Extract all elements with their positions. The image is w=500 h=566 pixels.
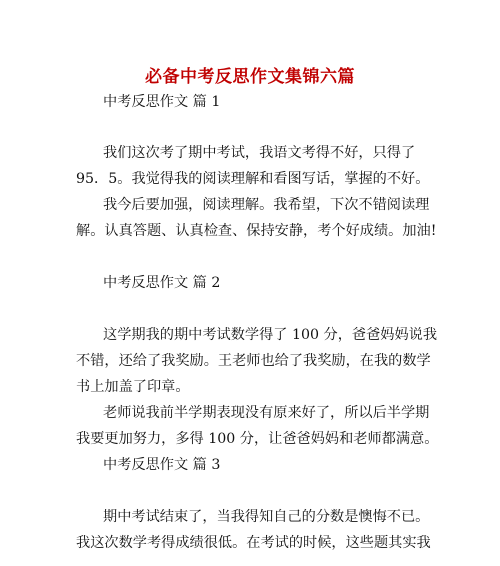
paragraph-line: 解。认真答题、认真检查、保持安静，考个好成绩。加油! xyxy=(76,223,437,239)
section-heading: 中考反思作文 篇 3 xyxy=(103,457,221,473)
document-title: 必备中考反思作文集锦六篇 xyxy=(145,67,355,87)
paragraph-line: 书上加盖了印章。 xyxy=(76,379,190,395)
section-heading: 中考反思作文 篇 1 xyxy=(103,94,221,110)
paragraph-line: 我这次数学考得成绩很低。在考试的时候，这些题其实我 xyxy=(76,535,431,551)
paragraph-line: 老师说我前半学期表现没有原来好了，所以后半学期 xyxy=(103,405,430,421)
paragraph-line: 我要更加努力，多得 100 分，让爸爸妈妈和老师都满意。 xyxy=(76,431,439,447)
paragraph-line: 不错，还给了我奖励。王老师也给了我奖励，在我的数学 xyxy=(76,353,431,369)
paragraph-line: 期中考试结束了，当我得知自己的分数是懊悔不已。 xyxy=(103,509,430,525)
paragraph-line: 95．5。我觉得我的阅读理解和看图写话，掌握的不好。 xyxy=(76,171,430,187)
section-heading: 中考反思作文 篇 2 xyxy=(103,275,221,291)
paragraph-line: 我今后要加强，阅读理解。我希望，下次不错阅读理 xyxy=(103,197,430,213)
paragraph-line: 我们这次考了期中考试，我语文考得不好，只得了 xyxy=(103,145,416,161)
paragraph-line: 这学期我的期中考试数学得了 100 分，爸爸妈妈说我 xyxy=(103,327,438,343)
